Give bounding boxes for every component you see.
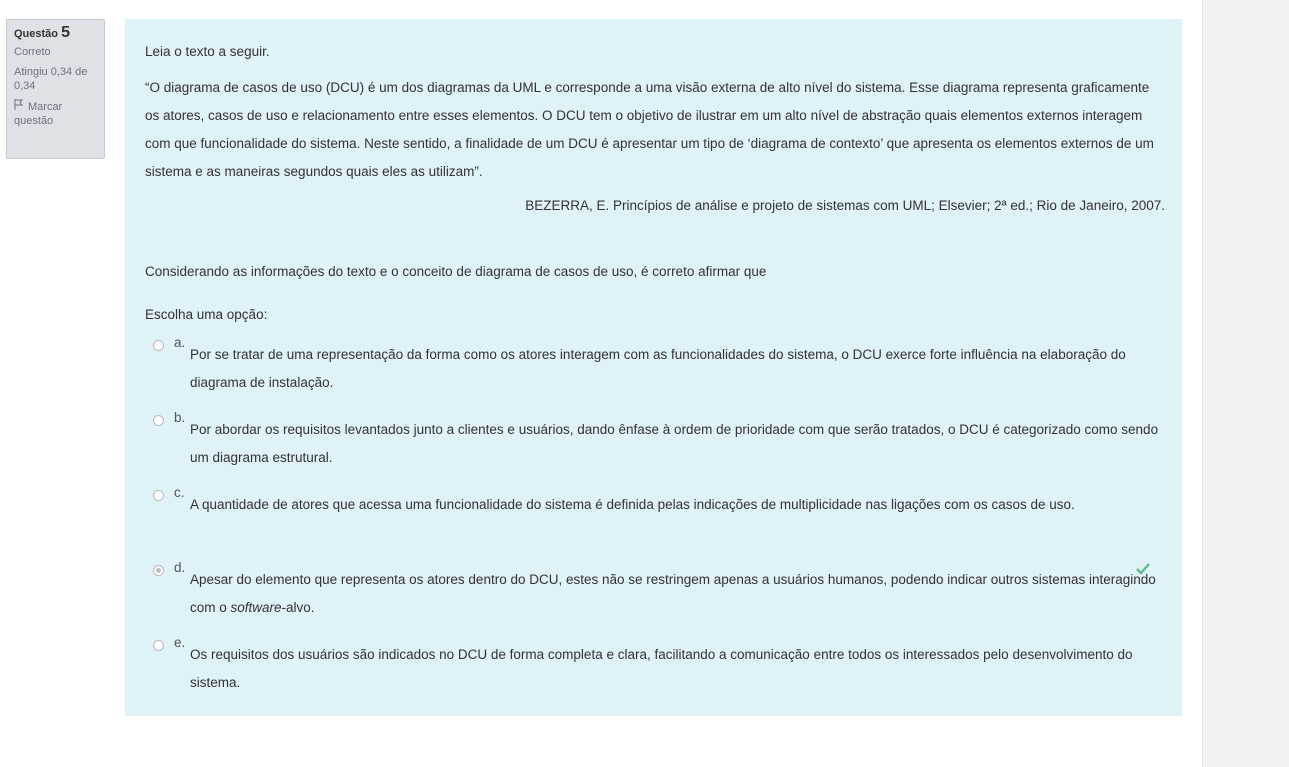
- option-text-emphasis: software: [230, 600, 282, 615]
- question-number: [14, 26, 98, 41]
- option-c[interactable]: [153, 485, 1153, 545]
- check-icon: [1136, 562, 1150, 579]
- option-letter: d.: [174, 560, 186, 575]
- option-letter: b.: [174, 410, 186, 425]
- flag-question-link[interactable]: [14, 99, 98, 128]
- question-number-value: 5: [61, 24, 70, 41]
- reference-text: BEZERRA, E. Princípios de análise e projeto de sistemas com UML; Elsevier; 2ª ed.; Rio de Janeiro, 2007.: [525, 198, 1165, 213]
- flag-icon: [14, 99, 24, 114]
- right-sidebar: [1202, 0, 1289, 767]
- option-text: [190, 566, 1160, 622]
- radio-a[interactable]: [153, 340, 164, 351]
- flag-label: Marcar questão: [14, 101, 63, 127]
- option-text: Os requisitos dos usuários são indicados no DCU de forma completa e clara, facilitando a comunicação entre todos os interessados pelo desenvolvimento do sistema.: [190, 647, 1133, 690]
- question-info-box: [6, 19, 105, 159]
- option-text: A quantidade de atores que acessa uma funcionalidade do sistema é definida pelas indicações de multiplicidade nas ligações com os casos de uso.: [190, 497, 1075, 512]
- quote-text: “O diagrama de casos de uso (DCU) é um dos diagramas da UML e corresponde a uma visão externa de alto nível do sistema. Esse diagrama representa graficamente os atores, casos de uso e relacionamento entre esses elementos. O DCU tem o objetivo de ilustrar em um alto nível de abstração quais elementos externos interagem com que funcionalidade do sistema. Neste sentido, a finalidade de um DCU é apresentar um tipo de ‘diagrama de contexto’ que apresenta os elementos externos de um sistema e as maneiras segundos quais eles as utilizam”.: [145, 80, 1154, 179]
- radio-e[interactable]: [153, 640, 164, 651]
- option-e[interactable]: [153, 635, 1153, 695]
- option-text-part: Apesar do elemento que representa os atores dentro do DCU, estes não se restringem apenas a usuários humanos, podendo indicar outros sistemas interagindo com o: [190, 572, 1156, 615]
- option-d[interactable]: [153, 560, 1156, 620]
- option-letter: a.: [174, 335, 186, 350]
- option-text: Por abordar os requisitos levantados junto a clientes e usuários, dando ênfase à ordem de prioridade com que serão tratados, o DCU é categorizado como sendo um diagrama estrutural.: [190, 422, 1159, 465]
- question-status: Correto: [14, 46, 51, 58]
- question-stem: Considerando as informações do texto e o conceito de diagrama de casos de uso, é correto afirmar que: [145, 264, 767, 279]
- option-b[interactable]: [153, 410, 1159, 470]
- question-content: [125, 19, 1182, 716]
- radio-d[interactable]: [153, 565, 164, 576]
- intro-text: Leia o texto a seguir.: [145, 44, 270, 59]
- option-text: Por se tratar de uma representação da forma como os atores interagem com as funcionalidades do sistema, o DCU exerce forte influência na elaboração do diagrama de instalação.: [190, 347, 1126, 390]
- option-a[interactable]: [153, 335, 1153, 395]
- question-grade: Atingiu 0,34 de 0,34: [14, 66, 88, 92]
- option-letter: e.: [174, 635, 186, 650]
- radio-b[interactable]: [153, 415, 164, 426]
- question-label: Questão: [14, 28, 59, 40]
- option-text-part: -alvo.: [281, 600, 315, 615]
- radio-c[interactable]: [153, 490, 164, 501]
- choose-prompt: Escolha uma opção:: [145, 307, 268, 322]
- option-letter: c.: [174, 485, 185, 500]
